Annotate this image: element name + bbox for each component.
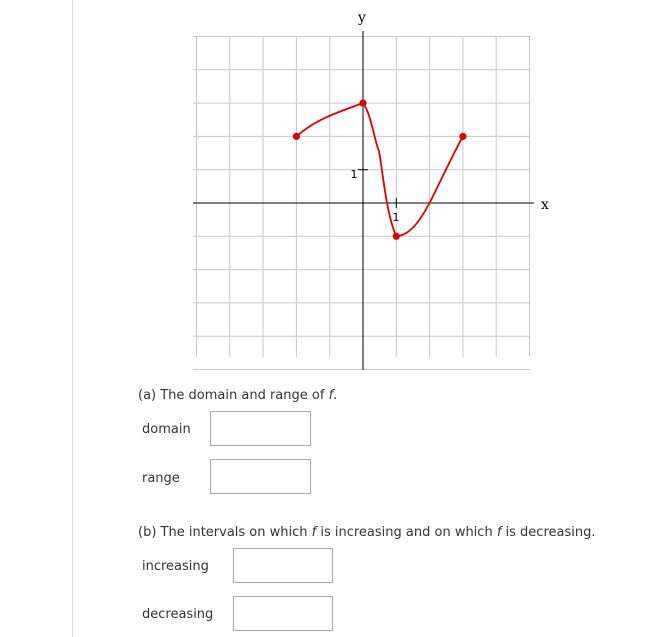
increasing-input[interactable] (233, 548, 333, 583)
domain-input[interactable] (210, 411, 311, 446)
part-b-function-name-2: f (496, 525, 502, 540)
part-b-prompt (138, 525, 596, 541)
x-axis-label: x (541, 197, 549, 213)
curve-point-2 (359, 100, 366, 107)
curve-point-3 (393, 233, 400, 240)
part-b-function-name-1: f (311, 525, 317, 540)
part-b-prompt-1: (b) The intervals on which (138, 525, 312, 540)
part-a-prompt (138, 388, 337, 404)
curve-point-4 (459, 133, 466, 140)
y-axis-label: y (358, 10, 366, 26)
decreasing-input[interactable] (233, 596, 333, 631)
domain-label: domain (142, 422, 191, 437)
part-a-prompt-prefix: (a) The domain and range of (138, 388, 329, 403)
curve-point-1 (293, 133, 300, 140)
range-input[interactable] (210, 459, 311, 494)
increasing-label: increasing (142, 559, 209, 574)
decreasing-label: decreasing (142, 607, 214, 622)
part-a-function-name: f (328, 388, 334, 403)
x-tick-label-1: 1 (392, 211, 400, 224)
range-label: range (142, 471, 180, 486)
graph-axes (193, 31, 534, 370)
part-a-prompt-suffix: . (333, 388, 338, 403)
part-b-prompt-3: is decreasing. (501, 525, 596, 540)
y-tick-label-1: 1 (350, 168, 358, 181)
part-b-prompt-2: is increasing and on which (316, 525, 497, 540)
